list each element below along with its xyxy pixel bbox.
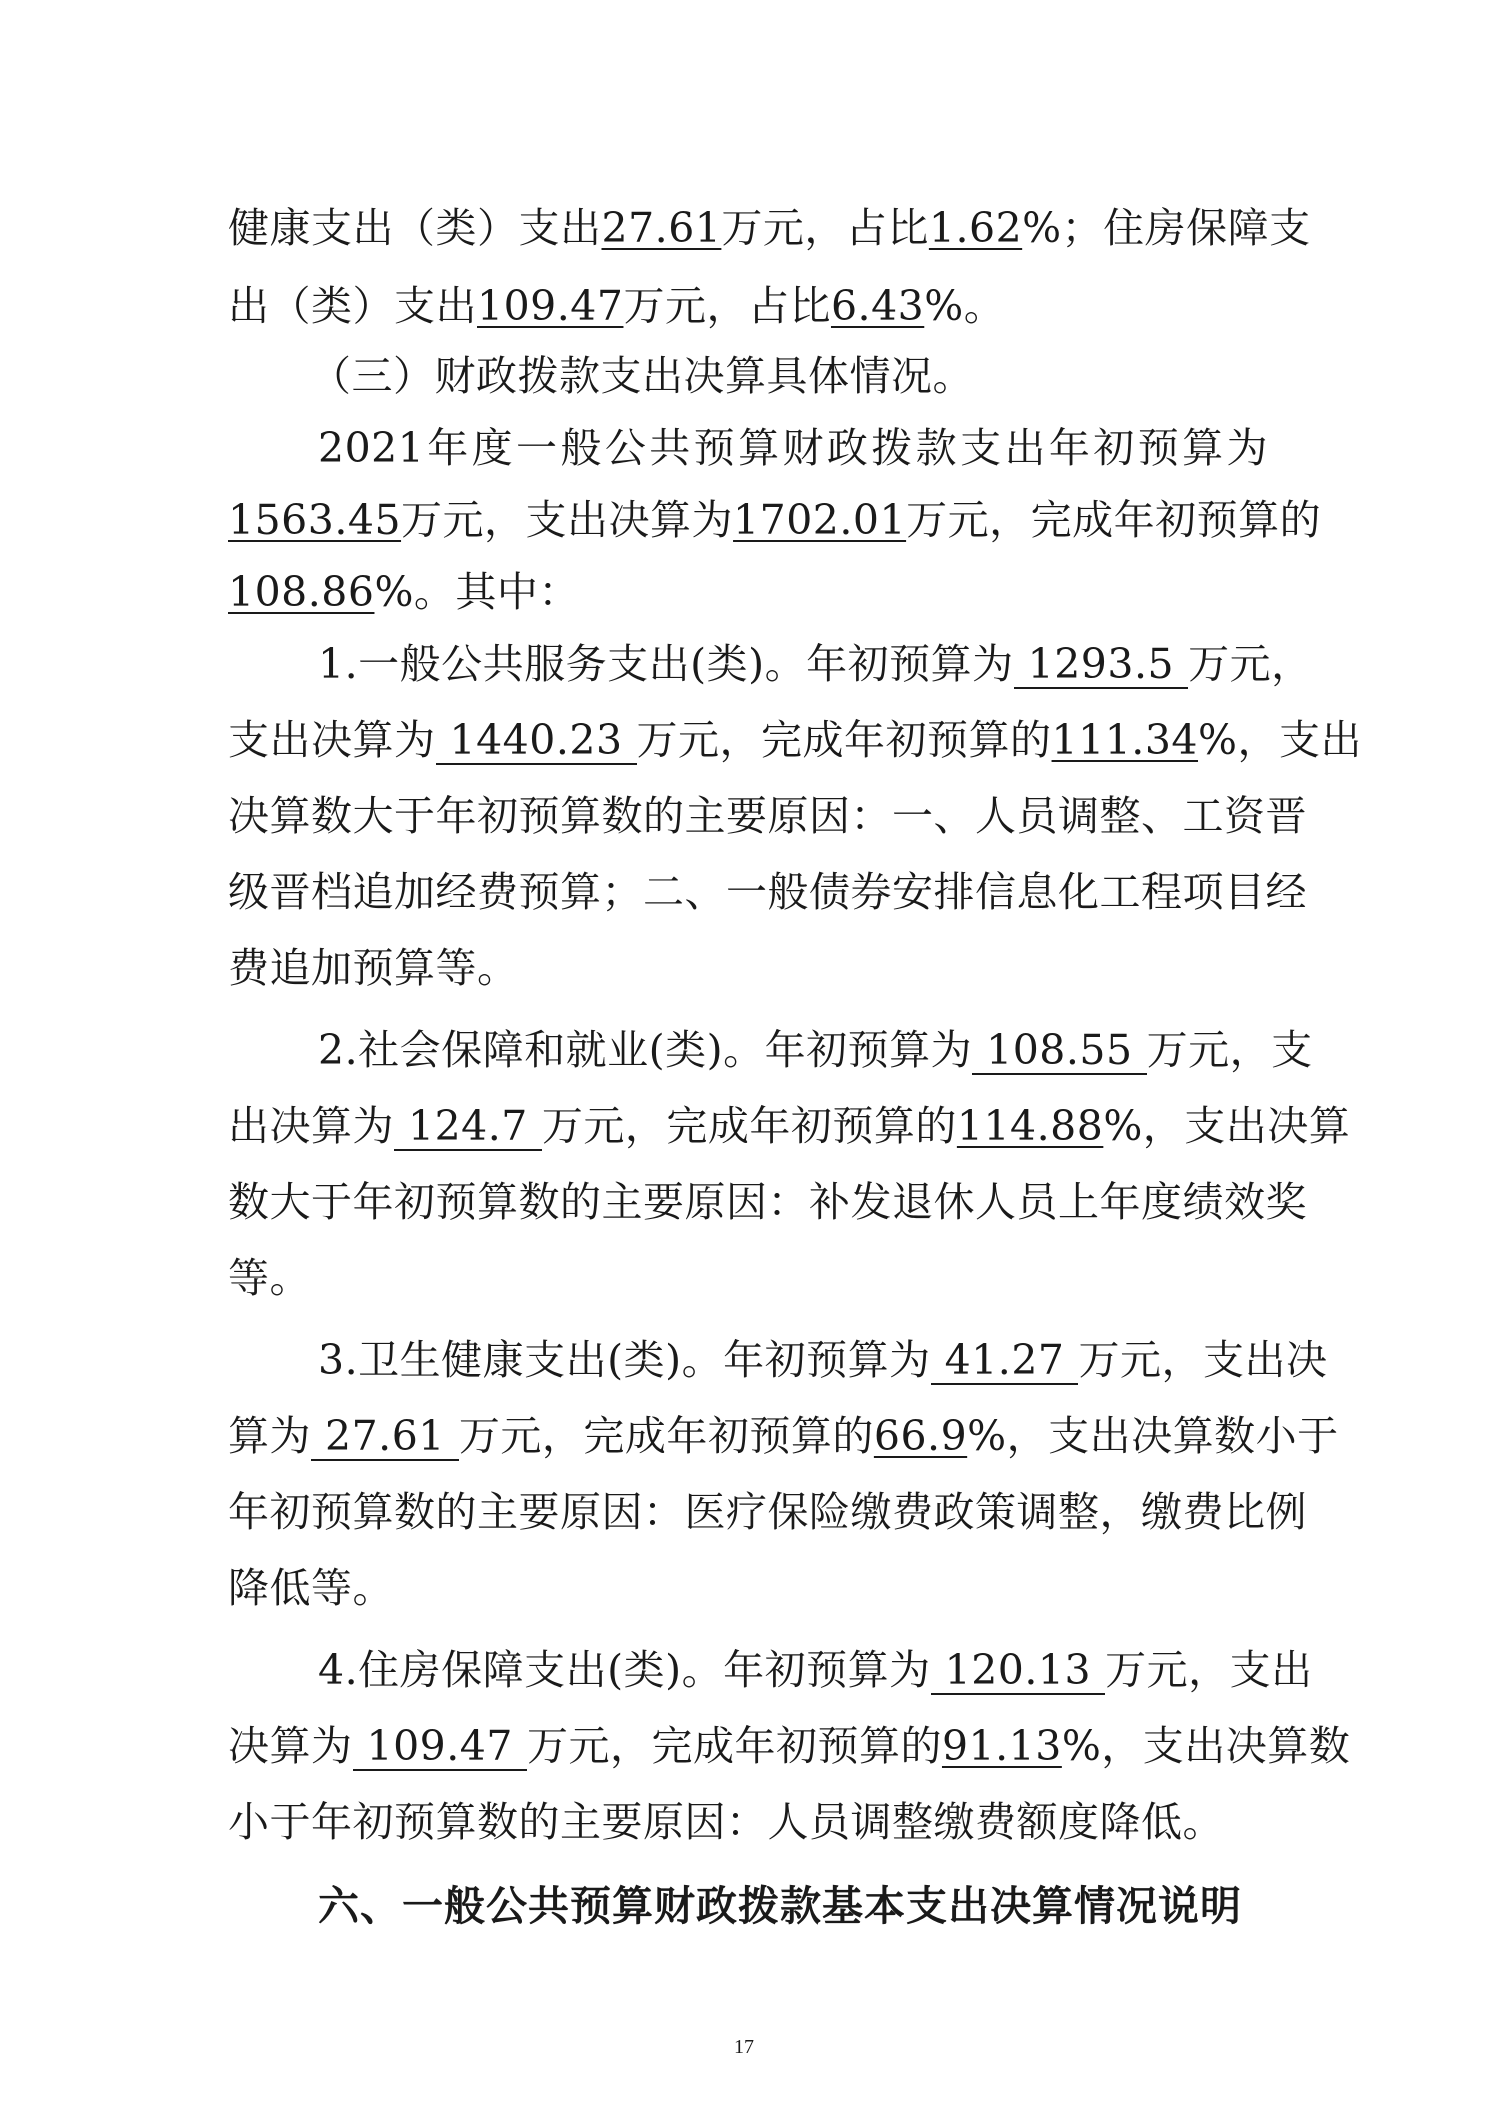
summary-line-1: 2021年度一般公共预算财政拨款支出年初预算为 xyxy=(318,424,1268,472)
summary-line-3: 108.86%。其中： xyxy=(228,568,580,616)
item-2-line-1: 2.社会保障和就业(类)。年初预算为 108.55 万元，支 xyxy=(318,1026,1313,1074)
section-heading: 六、一般公共预算财政拨款基本支出决算情况说明 xyxy=(318,1882,1242,1930)
item-2-line-2: 出决算为 124.7 万元，完成年初预算的114.88%，支出决算 xyxy=(228,1102,1351,1150)
item-1-line-1: 1.一般公共服务支出(类)。年初预算为 1293.5 万元， xyxy=(318,640,1313,688)
text-line: 健康支出（类）支出27.61万元，占比1.62%；住房保障支 xyxy=(228,204,1311,252)
item-1-line-4: 级晋档追加经费预算；二、一般债券安排信息化工程项目经 xyxy=(228,868,1307,916)
item-1-line-5: 费追加预算等。 xyxy=(228,944,519,992)
section-subtitle: （三）财政拨款支出决算具体情况。 xyxy=(310,352,974,400)
item-1-line-3: 决算数大于年初预算数的主要原因：一、人员调整、工资晋 xyxy=(228,792,1307,840)
item-4-line-1: 4.住房保障支出(类)。年初预算为 120.13 万元，支出 xyxy=(318,1646,1313,1694)
item-3-line-2: 算为 27.61 万元，完成年初预算的66.9%，支出决算数小于 xyxy=(228,1412,1339,1460)
item-2-line-4: 等。 xyxy=(228,1254,311,1302)
item-1-line-2: 支出决算为 1440.23 万元，完成年初预算的111.34%，支出 xyxy=(228,716,1362,764)
text-line: 出（类）支出109.47万元，占比6.43%。 xyxy=(228,282,1006,330)
summary-line-2: 1563.45万元，支出决算为1702.01万元，完成年初预算的 xyxy=(228,496,1322,544)
item-3-line-1: 3.卫生健康支出(类)。年初预算为 41.27 万元，支出决 xyxy=(318,1336,1328,1384)
item-4-line-3: 小于年初预算数的主要原因：人员调整缴费额度降低。 xyxy=(228,1798,1224,1846)
item-2-line-3: 数大于年初预算数的主要原因：补发退休人员上年度绩效奖 xyxy=(228,1178,1307,1226)
item-3-line-3: 年初预算数的主要原因：医疗保险缴费政策调整，缴费比例 xyxy=(228,1488,1307,1536)
page-number: 17 xyxy=(734,2036,754,2058)
item-4-line-2: 决算为 109.47 万元，完成年初预算的91.13%，支出决算数 xyxy=(228,1722,1351,1770)
item-3-line-4: 降低等。 xyxy=(228,1564,394,1612)
